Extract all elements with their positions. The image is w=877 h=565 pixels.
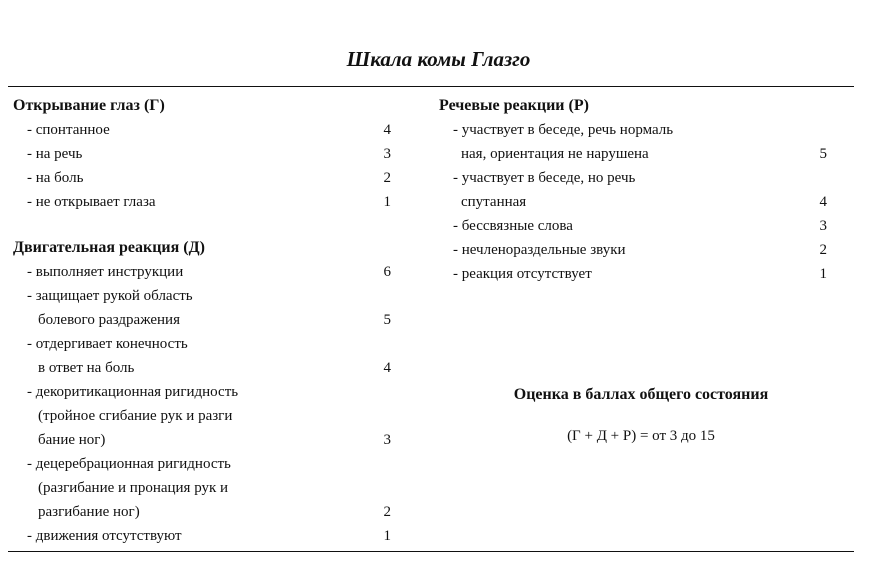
motor-item [13,284,393,308]
eyes-item-text: - спонтанное [27,122,110,138]
eyes-item-text: - на боль [27,170,84,186]
verbal-item-text: - реакция отсутствует [453,266,592,282]
eyes-item-score: 3 [383,146,391,162]
eyes-item-text: - на речь [27,146,83,162]
bottom-divider [8,551,854,552]
motor-item-continued [13,476,393,500]
motor-item-score: 1 [383,528,391,544]
motor-item-score: 5 [383,312,391,328]
verbal-item-text: - участвует в беседе, но речь [453,170,636,186]
motor-item-score: 3 [383,432,391,448]
verbal-item-text: - участвует в беседе, речь нормаль [453,122,674,138]
page-title: Шкала комы Глазго [346,47,531,71]
verbal-item [439,118,827,142]
motor-item-continued [13,500,393,524]
motor-item-continued [13,404,393,428]
motor-item-continued [13,356,393,380]
verbal-item-score: 2 [819,242,827,258]
motor-item-text: - отдергивает конечность [27,336,188,352]
motor-item-continued [13,428,393,452]
eyes-item-score: 1 [383,194,391,210]
motor-item-text: бание ног) [38,432,106,448]
motor-item [13,260,393,284]
left-column [13,94,393,548]
motor-item-score: 4 [383,360,391,376]
motor-item-score: 6 [383,264,391,280]
motor-item-text: - децеребрационная ригидность [27,456,231,472]
summary-heading: Оценка в баллах общего состояния [513,386,769,403]
verbal-item-text: ная, ориентация не нарушена [461,146,649,162]
verbal-item-score: 1 [819,266,827,282]
verbal-item [439,238,827,262]
verbal-item-score: 3 [819,218,827,234]
motor-item-text: в ответ на боль [38,360,135,376]
eyes-item-score: 2 [383,170,391,186]
top-divider [8,86,854,87]
verbal-item-continued [439,142,827,166]
motor-item-score: 2 [383,504,391,520]
eyes-item [13,118,393,142]
verbal-item [439,262,827,286]
motor-item-text: болевого раздражения [38,312,180,328]
right-column [439,94,827,286]
motor-item [13,380,393,404]
verbal-item [439,214,827,238]
motor-item-text: разгибание ног) [38,504,140,520]
verbal-heading: Речевые реакции (Р) [439,97,589,114]
eyes-item [13,142,393,166]
eyes-item [13,166,393,190]
motor-item-text: (разгибание и пронация рук и [38,480,229,496]
motor-item-text: - выполняет инструкции [27,264,184,280]
verbal-item-score: 4 [819,194,827,210]
eyes-item-score: 4 [383,122,391,138]
summary-formula: (Г + Д + Р) = от 3 до 15 [567,428,715,444]
eyes-item-text: - не открывает глаза [27,194,156,210]
motor-item-continued [13,308,393,332]
motor-item-text: (тройное сгибание рук и разги [38,408,233,424]
motor-item-text: - защищает рукой область [27,288,193,304]
verbal-item [439,166,827,190]
verbal-item-continued [439,190,827,214]
motor-item-text: - движения отсутствуют [27,528,182,544]
motor-item [13,524,393,548]
motor-item-text: - декоритикационная ригидность [27,384,239,400]
motor-item [13,452,393,476]
verbal-item-text: спутанная [461,194,527,210]
verbal-item-text: - бессвязные слова [453,218,573,234]
motor-item [13,332,393,356]
motor-heading: Двигательная реакция (Д) [13,239,205,256]
verbal-item-text: - нечленораздельные звуки [453,242,626,258]
eyes-heading: Открывание глаз (Г) [13,97,165,114]
eyes-item [13,190,393,214]
verbal-item-score: 5 [819,146,827,162]
